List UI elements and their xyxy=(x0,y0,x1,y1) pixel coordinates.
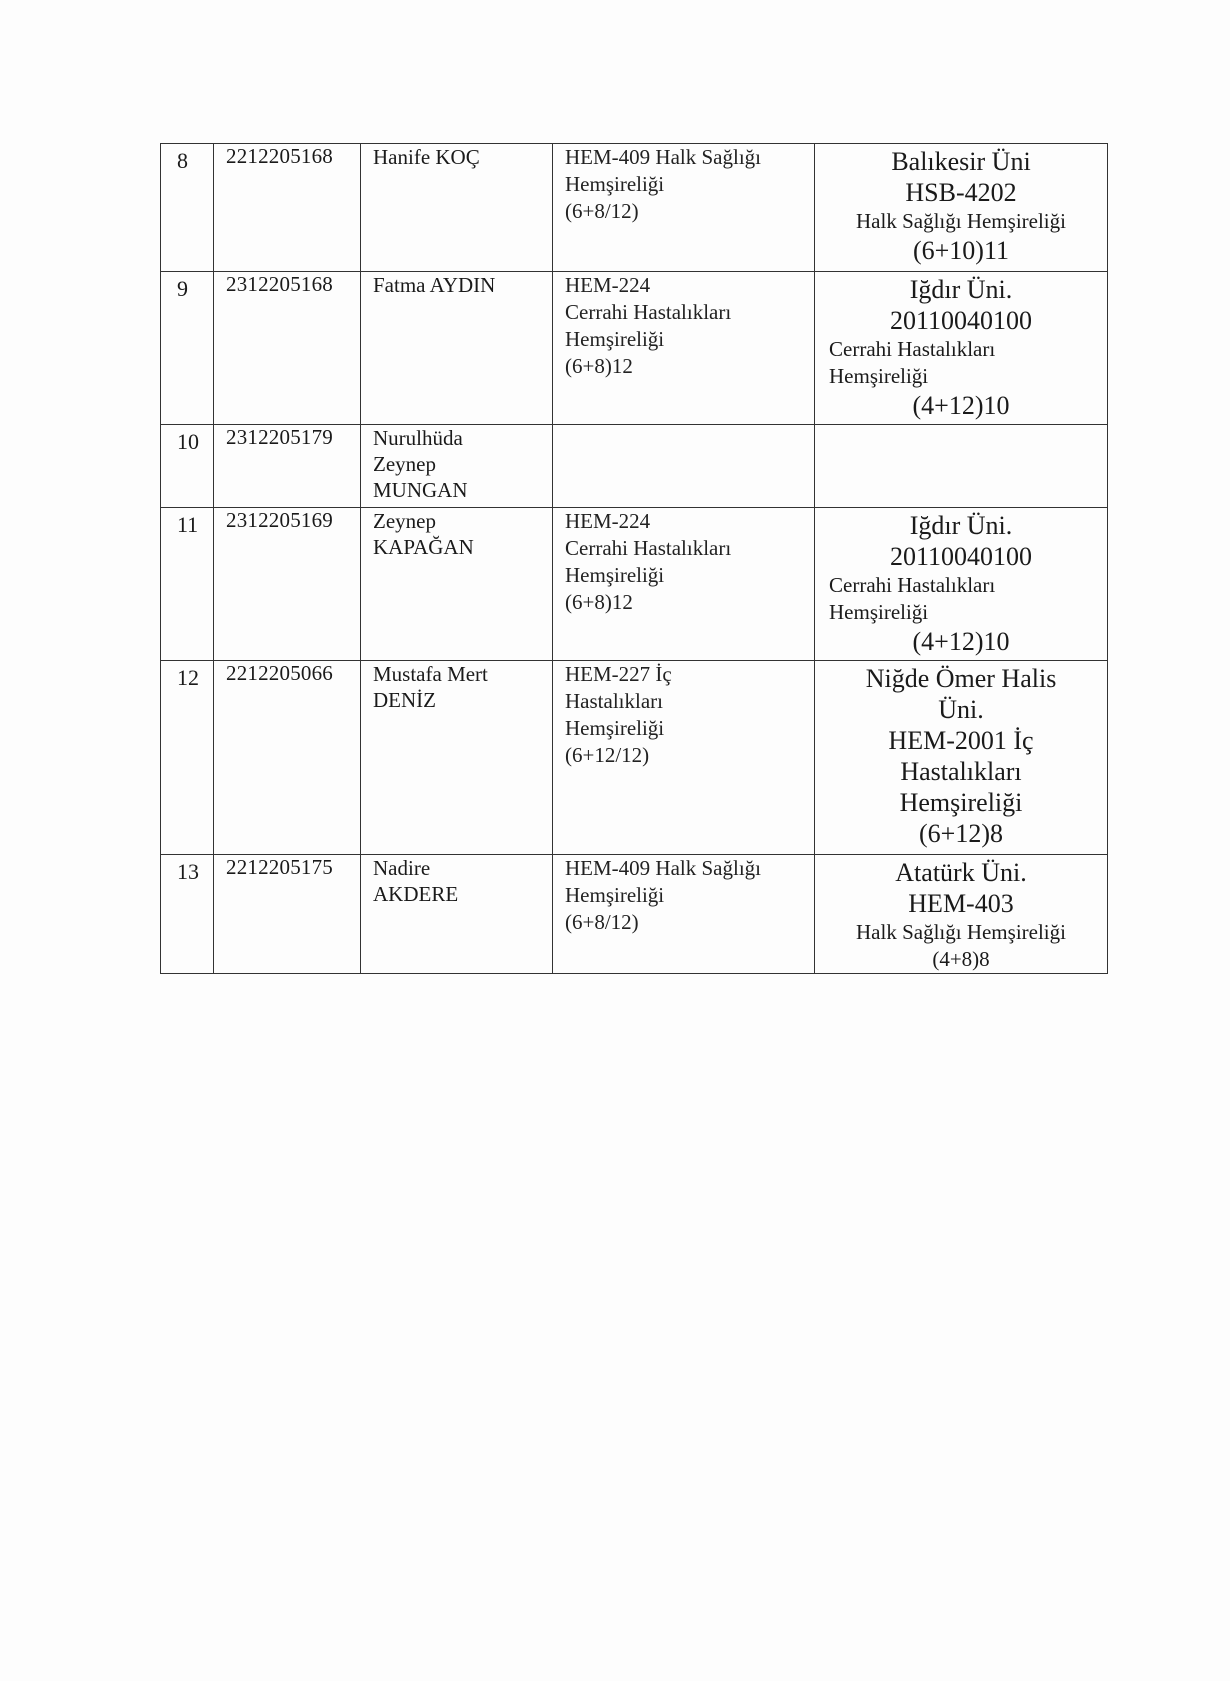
course-line: (6+8/12) xyxy=(565,910,639,934)
student-name: Zeynep xyxy=(373,452,436,476)
student-id-cell xyxy=(214,508,361,661)
equivalent-course-cell xyxy=(815,508,1108,661)
course-line: HEM-224 xyxy=(565,273,651,297)
course-line: (6+12/12) xyxy=(565,743,650,767)
row-number-cell xyxy=(161,144,214,272)
course-line: HEM-227 İç xyxy=(565,662,672,686)
course-line: (6+8)12 xyxy=(565,590,633,614)
student-id-cell xyxy=(214,425,361,508)
student-name-cell xyxy=(361,425,553,508)
course-line: Hemşireliği xyxy=(565,716,665,740)
row-number: 10 xyxy=(177,429,199,454)
equivalent-course-name: Hemşireliği xyxy=(899,788,1023,817)
course-cell xyxy=(553,661,815,855)
course-line: HEM-409 Halk Sağlığı xyxy=(565,145,761,169)
row-number: 8 xyxy=(177,148,188,173)
equivalent-course-cell xyxy=(815,661,1108,855)
student-id: 2312205179 xyxy=(226,425,333,449)
equivalent-course-name: Hastalıkları xyxy=(900,757,1022,786)
equivalent-university: Iğdır Üni. xyxy=(909,275,1013,304)
course-line: HEM-409 Halk Sağlığı xyxy=(565,856,761,880)
equivalent-course-cell xyxy=(815,272,1108,425)
equivalent-course-name: Hemşireliği xyxy=(829,600,929,624)
course-cell xyxy=(553,425,815,508)
student-id-cell xyxy=(214,661,361,855)
row-number-cell xyxy=(161,272,214,425)
student-name-cell xyxy=(361,661,553,855)
student-id: 2212205175 xyxy=(226,855,333,879)
course-line: Hemşireliği xyxy=(565,327,665,351)
student-name: DENİZ xyxy=(373,688,436,712)
student-id: 2212205066 xyxy=(226,661,333,685)
row-number-cell xyxy=(161,661,214,855)
student-id-cell xyxy=(214,855,361,974)
row-number-cell xyxy=(161,855,214,974)
row-number: 11 xyxy=(177,512,199,537)
student-name-cell xyxy=(361,855,553,974)
row-number-cell xyxy=(161,508,214,661)
equivalent-credits: (6+10)11 xyxy=(912,236,1009,265)
equivalent-credits: (6+12)8 xyxy=(919,819,1003,848)
equivalent-code: HSB-4202 xyxy=(905,178,1017,207)
course-line: (6+8)12 xyxy=(565,354,633,378)
equivalent-university: Balıkesir Üni xyxy=(891,147,1031,176)
equivalent-university: Üni. xyxy=(938,695,984,724)
student-id-cell xyxy=(214,272,361,425)
student-name: Nurulhüda xyxy=(373,426,463,450)
equivalent-course-name: Halk Sağlığı Hemşireliği xyxy=(856,209,1066,233)
equivalent-course-cell xyxy=(815,855,1108,974)
equivalent-course-name: Cerrahi Hastalıkları xyxy=(829,337,996,361)
student-name: KAPAĞAN xyxy=(373,535,474,559)
equivalent-code: HEM-403 xyxy=(908,889,1014,918)
course-line: Cerrahi Hastalıkları xyxy=(565,536,732,560)
course-line: Hastalıkları xyxy=(565,689,663,713)
equivalent-credits: (4+8)8 xyxy=(932,947,990,971)
student-name-cell xyxy=(361,508,553,661)
equivalent-course-name: Cerrahi Hastalıkları xyxy=(829,573,996,597)
table-row xyxy=(161,144,1108,272)
student-name: Nadire xyxy=(373,856,431,880)
course-line: HEM-224 xyxy=(565,509,651,533)
student-name-cell xyxy=(361,144,553,272)
equivalent-course-cell xyxy=(815,144,1108,272)
student-id: 2312205168 xyxy=(226,272,333,296)
equivalent-course-name: Halk Sağlığı Hemşireliği xyxy=(856,920,1066,944)
row-number: 12 xyxy=(177,665,199,690)
student-id: 2212205168 xyxy=(226,144,333,168)
student-name: AKDERE xyxy=(373,882,459,906)
row-number: 13 xyxy=(177,859,199,884)
course-line: Hemşireliği xyxy=(565,563,665,587)
row-number-cell xyxy=(161,425,214,508)
equivalent-university: Iğdır Üni. xyxy=(909,511,1013,540)
equivalent-code: 20110040100 xyxy=(889,542,1033,571)
student-name: Zeynep xyxy=(373,509,436,533)
student-name: Mustafa Mert xyxy=(373,662,488,686)
course-cell xyxy=(553,144,815,272)
course-cell xyxy=(553,272,815,425)
student-id-cell xyxy=(214,144,361,272)
course-equivalence-table xyxy=(160,143,1108,974)
table-row xyxy=(161,508,1108,661)
table-row xyxy=(161,855,1108,974)
course-cell xyxy=(553,855,815,974)
course-line: Cerrahi Hastalıkları xyxy=(565,300,732,324)
equivalent-course-cell xyxy=(815,425,1108,508)
equivalent-credits: (4+12)10 xyxy=(912,627,1010,656)
course-line: Hemşireliği xyxy=(565,172,665,196)
equivalent-university: Atatürk Üni. xyxy=(895,858,1027,887)
table-row xyxy=(161,661,1108,855)
student-name: Hanife KOÇ xyxy=(373,145,480,169)
equivalent-course-name: Hemşireliği xyxy=(829,364,929,388)
student-name-cell xyxy=(361,272,553,425)
equivalent-code: 20110040100 xyxy=(889,306,1033,335)
course-cell xyxy=(553,508,815,661)
row-number: 9 xyxy=(177,276,188,301)
student-id: 2312205169 xyxy=(226,508,333,532)
equivalent-university: Niğde Ömer Halis xyxy=(865,664,1057,693)
course-line: Hemşireliği xyxy=(565,883,665,907)
student-name: Fatma AYDIN xyxy=(373,273,496,297)
table-row xyxy=(161,425,1108,508)
table-row xyxy=(161,272,1108,425)
course-line: (6+8/12) xyxy=(565,199,639,223)
student-name: MUNGAN xyxy=(373,478,468,502)
equivalent-credits: (4+12)10 xyxy=(912,391,1010,420)
equivalent-code: HEM-2001 İç xyxy=(888,726,1034,755)
